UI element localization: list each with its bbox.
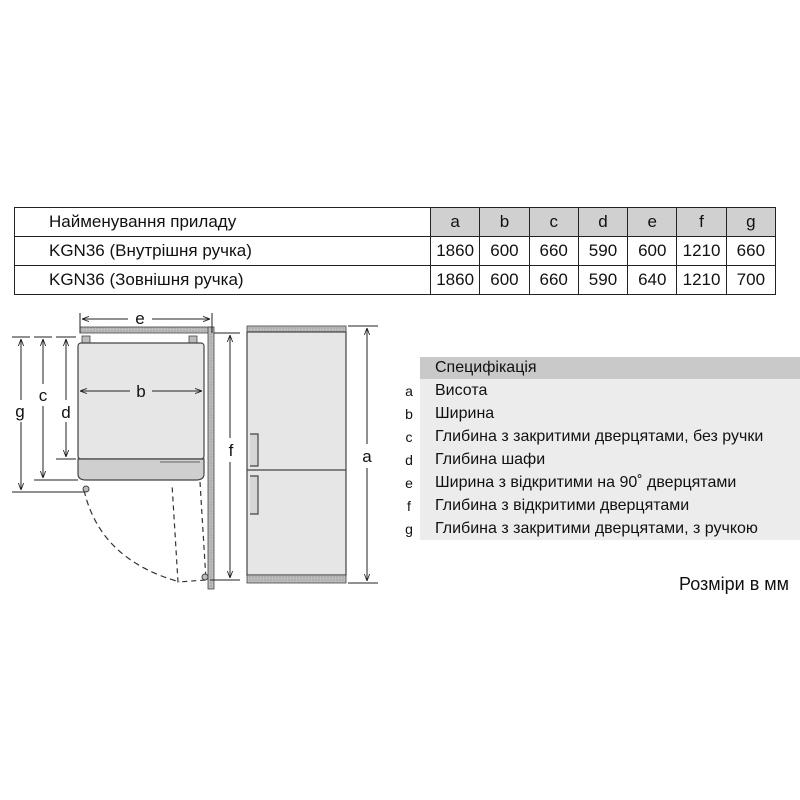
wall-side [208,327,214,589]
lower-handle [250,476,258,514]
cell-e: 600 [628,237,677,266]
cell-e: 640 [628,266,677,295]
fridge-body [247,332,346,575]
legend-key: f [407,497,411,514]
column-header-c: c [529,208,578,237]
door-corner-point [202,574,208,580]
legend-item [398,494,800,517]
cell-f: 1210 [677,266,726,295]
legend-item [398,402,800,425]
column-header-d: d [578,208,627,237]
legend-item [398,471,800,494]
door-swing-arc [84,490,180,582]
legend-description: Глибина з закритими дверцятами, без ручки [420,425,800,448]
legend-key: a [405,382,413,399]
legend-description: Ширина [420,402,800,425]
dim-label-e: e [135,309,145,328]
cell-d: 590 [578,237,627,266]
legend-key: d [405,451,413,468]
wall-top [80,327,212,333]
dim-label-c: c [38,386,48,405]
side-view-drawing [247,326,378,583]
legend-key: c [405,428,413,445]
row-name: KGN36 (Внутрішня ручка) [15,237,431,266]
legend-item [398,425,800,448]
column-header-e: e [628,208,677,237]
legend-item [398,379,800,402]
units-note: Розміри в мм [679,574,790,594]
cell-d: 590 [578,266,627,295]
cell-b: 600 [480,237,529,266]
upper-handle [250,434,258,466]
legend-key: e [405,474,413,491]
column-header-g: g [726,208,775,237]
legend-description: Висота [420,379,800,402]
cell-a: 1860 [431,266,480,295]
pivot-point [83,486,89,492]
column-header-f: f [677,208,726,237]
cell-b: 600 [480,266,529,295]
legend-description: Глибина шафи [420,448,800,471]
legend-title: Специфікація [420,357,800,379]
cell-f: 1210 [677,237,726,266]
row-name: KGN36 (Зовнішня ручка) [15,266,431,295]
legend-item [398,517,800,540]
legend-key: b [405,405,413,422]
legend-description: Глибина з закритими дверцятами, з ручкою [420,517,800,540]
legend-description: Глибина з відкритими дверцятами [420,494,800,517]
cell-c: 660 [529,266,578,295]
cabinet-body [78,343,204,459]
cell-a: 1860 [431,237,480,266]
cell-c: 660 [529,237,578,266]
dim-label-a: a [362,447,372,466]
cell-g: 660 [726,237,775,266]
dim-label-g: g [15,402,25,421]
column-header-b: b [480,208,529,237]
column-header-a: a [431,208,480,237]
specification-legend [398,357,800,540]
fridge-top-band [247,326,346,332]
open-door-outline [172,482,206,582]
dim-label-d: d [61,403,71,422]
legend-item [398,448,800,471]
dim-label-f: f [228,441,234,460]
legend-description: Ширина з відкритими на 90˚ дверцятами [420,471,800,494]
top-view-drawing [12,309,240,589]
table-header-label: Найменування приладу [15,208,431,237]
fridge-base [247,575,346,583]
cell-g: 700 [726,266,775,295]
dim-label-b: b [136,382,146,401]
legend-key: g [405,520,413,537]
